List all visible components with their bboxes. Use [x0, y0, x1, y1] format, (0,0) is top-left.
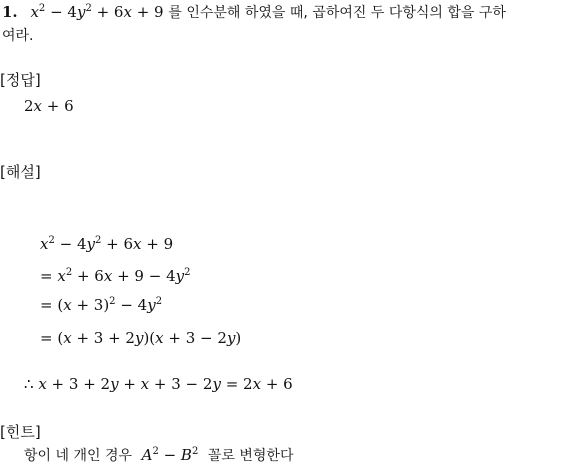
answer-value: 2x + 6 [24, 97, 74, 115]
solution-conclusion: ∴ x + 3 + 2y + x + 3 − 2y = 2x + 6 [24, 375, 293, 393]
hint-text-before: 항이 네 개인 경우 [24, 448, 133, 464]
hint-formula: $A^2 - B^2$ [141, 446, 199, 464]
problem-line-2: 여라. [2, 28, 34, 44]
problem-expression: $x^2 - 4y^2 + 6x + 9$ [30, 3, 169, 21]
hint-heading: [힌트] [0, 423, 41, 441]
solution-step-3: = $(x + 3)^2 - 4y^2$ [40, 296, 163, 314]
problem-text: 를 인수분해 하였을 때, 곱하여진 두 다항식의 합을 구하 [168, 5, 506, 21]
hint-text [24, 445, 294, 466]
answer-heading: [정답] [0, 71, 41, 89]
problem-line-1 [2, 2, 506, 23]
hint-text-after: 꼴로 변형한다 [207, 448, 294, 464]
problem-number: 1. [2, 3, 18, 21]
solution-step-2: = $x^2 + 6x + 9 - 4y^2$ [40, 267, 191, 285]
solution-heading: [해설] [0, 163, 41, 181]
solution-step-4: = (x + 3 + 2y)(x + 3 − 2y) [40, 329, 242, 347]
solution-step-1: $x^2 - 4y^2 + 6x + 9$ [40, 235, 174, 253]
